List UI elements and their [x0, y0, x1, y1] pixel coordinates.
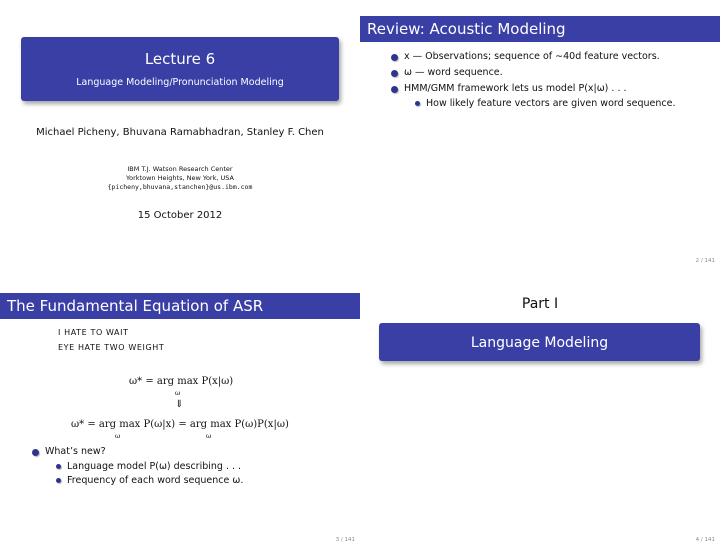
institution-line: Yorktown Heights, New York, USA [126, 174, 234, 182]
bullet-icon [391, 86, 398, 93]
equation-subscript: ω [206, 432, 212, 440]
institution [0, 165, 360, 192]
equation-1: ω* = arg max P(x|ω) [129, 376, 234, 387]
sub-bullet-item: How likely feature vectors are given word sequence. [426, 98, 675, 109]
lecture-title: Lecture 6 [144, 50, 216, 68]
page-number: 4 / 141 [695, 537, 715, 543]
slide-title-bar: The Fundamental Equation of ASR [0, 293, 360, 319]
sub-bullet-item: Frequency of each word sequence ω. [67, 475, 243, 486]
lecture-title-box [21, 37, 339, 101]
slide-fundamental-equation [0, 279, 360, 557]
bullet-icon [391, 70, 398, 77]
example-text: EYE HATE TWO WEIGHT [58, 343, 165, 352]
bullet-item: x — Observations; sequence of ∼40d feature vectors. [404, 51, 660, 62]
bullet-icon [56, 478, 61, 483]
slide-title-bar: Review: Acoustic Modeling [360, 16, 720, 42]
equation-2: ω* = arg max P(ω|x) = arg max P(ω)P(x|ω) [71, 419, 289, 430]
section-title-box: Language Modeling [379, 323, 700, 361]
equation-subscript: ω [175, 389, 181, 397]
authors: Michael Picheny, Bhuvana Ramabhadran, Stanley F. Chen [36, 127, 324, 138]
institution-line: IBM T.J. Watson Research Center [127, 165, 233, 173]
date: 15 October 2012 [137, 210, 223, 221]
bullet-icon [56, 464, 61, 469]
bullet-icon [391, 54, 398, 61]
bullet-icon [415, 101, 420, 106]
email: {picheny,bhuvana,stanchen}@us.ibm.com [107, 183, 253, 191]
implies-arrow: ⇓ [175, 399, 184, 410]
equation-subscript: ω [115, 432, 121, 440]
slide-review-acoustic-modeling [360, 0, 720, 278]
bullet-item: ω — word sequence. [404, 67, 503, 78]
part-heading: Part I [521, 296, 559, 312]
slide-title [0, 0, 360, 278]
sub-bullet-item: Language model P(ω) describing . . . [67, 461, 241, 472]
page-number: 2 / 141 [695, 258, 715, 264]
bullet-item: What’s new? [45, 446, 106, 457]
page-number: 3 / 141 [335, 537, 355, 543]
slide-part-language-modeling [360, 279, 720, 557]
lecture-subtitle: Language Modeling/Pronunciation Modeling [76, 77, 284, 88]
bullet-icon [32, 449, 39, 456]
example-text: I HATE TO WAIT [58, 328, 129, 337]
bullet-item: HMM/GMM framework lets us model P(x|ω) . . . [404, 83, 627, 94]
